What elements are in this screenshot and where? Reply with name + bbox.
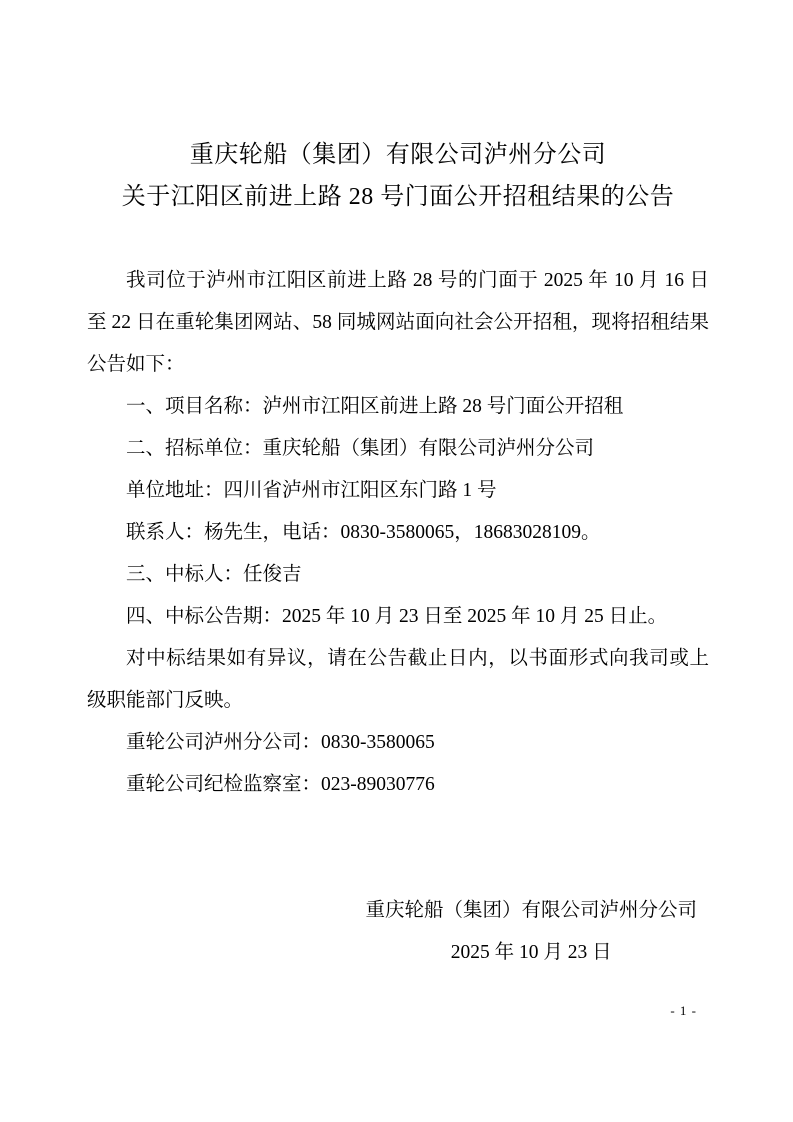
paragraph-winner: 三、中标人：任俊吉 [126,564,302,585]
document-title-line-1: 重庆轮船（集团）有限公司泸州分公司 [189,142,607,168]
paragraph-unit-address: 单位地址：四川省泸州市江阳区东门路 1 号 [126,480,497,501]
document-title-line-2: 关于江阳区前进上路 28 号门面公开招租结果的公告 [121,184,675,210]
paragraph-discipline-phone: 重轮公司纪检监察室：023-89030776 [126,774,435,795]
document-body [87,260,709,806]
signature-date: 2025 年 10 月 23 日 [450,942,612,963]
signature-block [87,890,709,974]
signature-company: 重庆轮船（集团）有限公司泸州分公司 [365,900,697,921]
paragraph-objection: 对中标结果如有异议，请在公告截止日内，以书面形式向我司或上级职能部门反映。 [87,648,709,711]
paragraph-tender-unit: 二、招标单位：重庆轮船（集团）有限公司泸州分公司 [126,438,595,459]
paragraph-intro: 我司位于泸州市江阳区前进上路 28 号的门面于 2025 年 10 月 16 日至 22 日在重轮集团网站、58 同城网站面向社会公开招租，现将招租结果公告如下： [87,270,709,375]
page-number: - 1 - [670,1003,697,1018]
paragraph-notice-period: 四、中标公告期：2025 年 10 月 23 日至 2025 年 10 月 25 日止。 [126,606,668,627]
paragraph-project-name: 一、项目名称：泸州市江阳区前进上路 28 号门面公开招租 [126,396,624,417]
paragraph-branch-phone: 重轮公司泸州分公司：0830-3580065 [126,732,435,753]
paragraph-contact: 联系人：杨先生，电话：0830-3580065，18683028109。 [126,522,601,543]
